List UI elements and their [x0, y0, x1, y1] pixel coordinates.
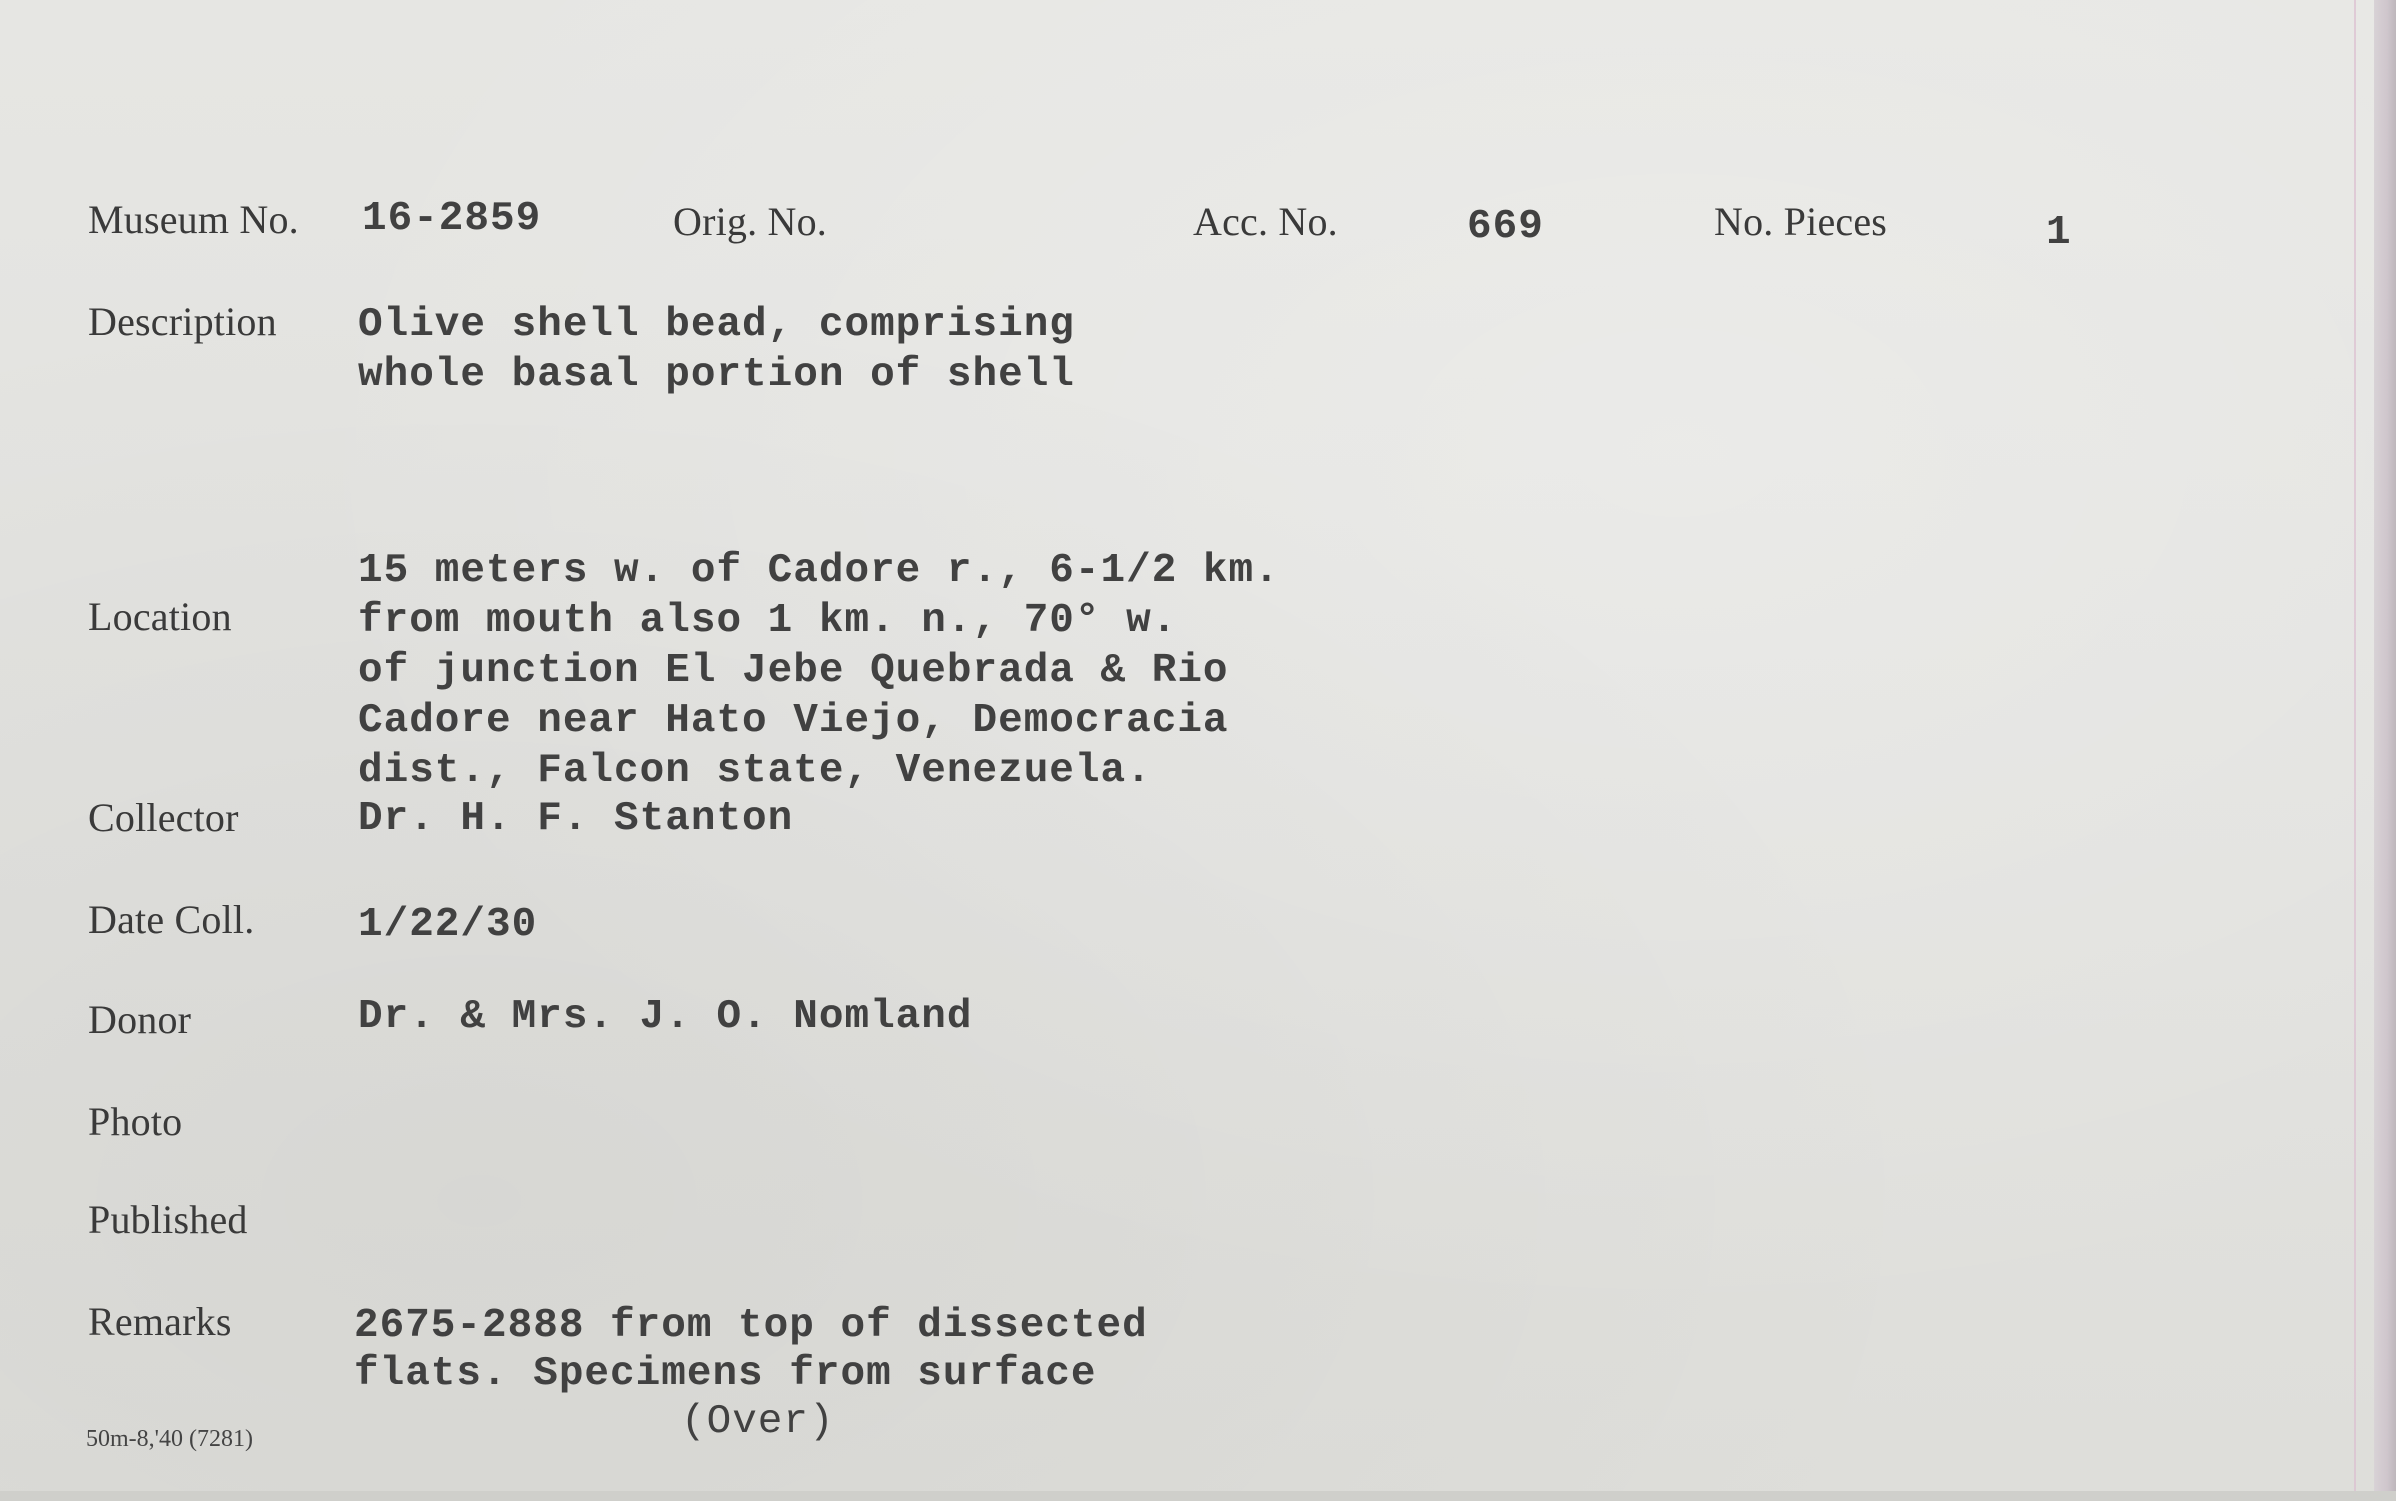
- remarks-label: Remarks: [88, 1299, 232, 1344]
- remarks-line: (Over): [681, 1399, 835, 1445]
- location-line: Cadore near Hato Viejo, Democracia: [358, 698, 1229, 744]
- collector-label: Collector: [88, 795, 239, 840]
- card-right-edge: [2374, 0, 2396, 1501]
- no-pieces-label: No. Pieces: [1714, 199, 1888, 244]
- museum-no-label: Museum No.: [88, 197, 299, 242]
- location-label: Location: [88, 594, 232, 639]
- no-pieces-value: 1: [2046, 210, 2072, 256]
- description-value: [358, 300, 1075, 400]
- card-edge-line: [2354, 0, 2356, 1501]
- donor-label: Donor: [88, 997, 192, 1042]
- card-bottom-edge: [0, 1491, 2396, 1501]
- description-label: Description: [88, 299, 277, 344]
- orig-no-label: Orig. No.: [673, 199, 828, 244]
- photo-label: Photo: [88, 1099, 183, 1144]
- location-value: [358, 546, 1280, 796]
- remarks-line: flats. Specimens from surface: [354, 1351, 1097, 1397]
- acc-no-value: 669: [1467, 204, 1544, 250]
- location-line: dist., Falcon state, Venezuela.: [358, 748, 1152, 794]
- location-line: of junction El Jebe Quebrada & Rio: [358, 648, 1229, 694]
- location-line: from mouth also 1 km. n., 70° w.: [358, 598, 1178, 644]
- description-line: Olive shell bead, comprising: [358, 302, 1075, 348]
- museum-no-value: 16-2859: [362, 196, 542, 242]
- description-line: whole basal portion of shell: [358, 352, 1075, 398]
- remarks-value: [354, 1302, 1148, 1446]
- date-coll-value: 1/22/30: [358, 902, 538, 948]
- location-line: 15 meters w. of Cadore r., 6-1/2 km.: [358, 548, 1280, 594]
- acc-no-label: Acc. No.: [1193, 199, 1338, 244]
- date-coll-label: Date Coll.: [88, 897, 255, 942]
- remarks-line: 2675-2888 from top of dissected: [354, 1303, 1148, 1349]
- form-code: 50m-8,'40 (7281): [86, 1426, 253, 1452]
- collector-value: Dr. H. F. Stanton: [358, 796, 794, 842]
- donor-value: Dr. & Mrs. J. O. Nomland: [358, 994, 973, 1040]
- published-label: Published: [88, 1197, 248, 1242]
